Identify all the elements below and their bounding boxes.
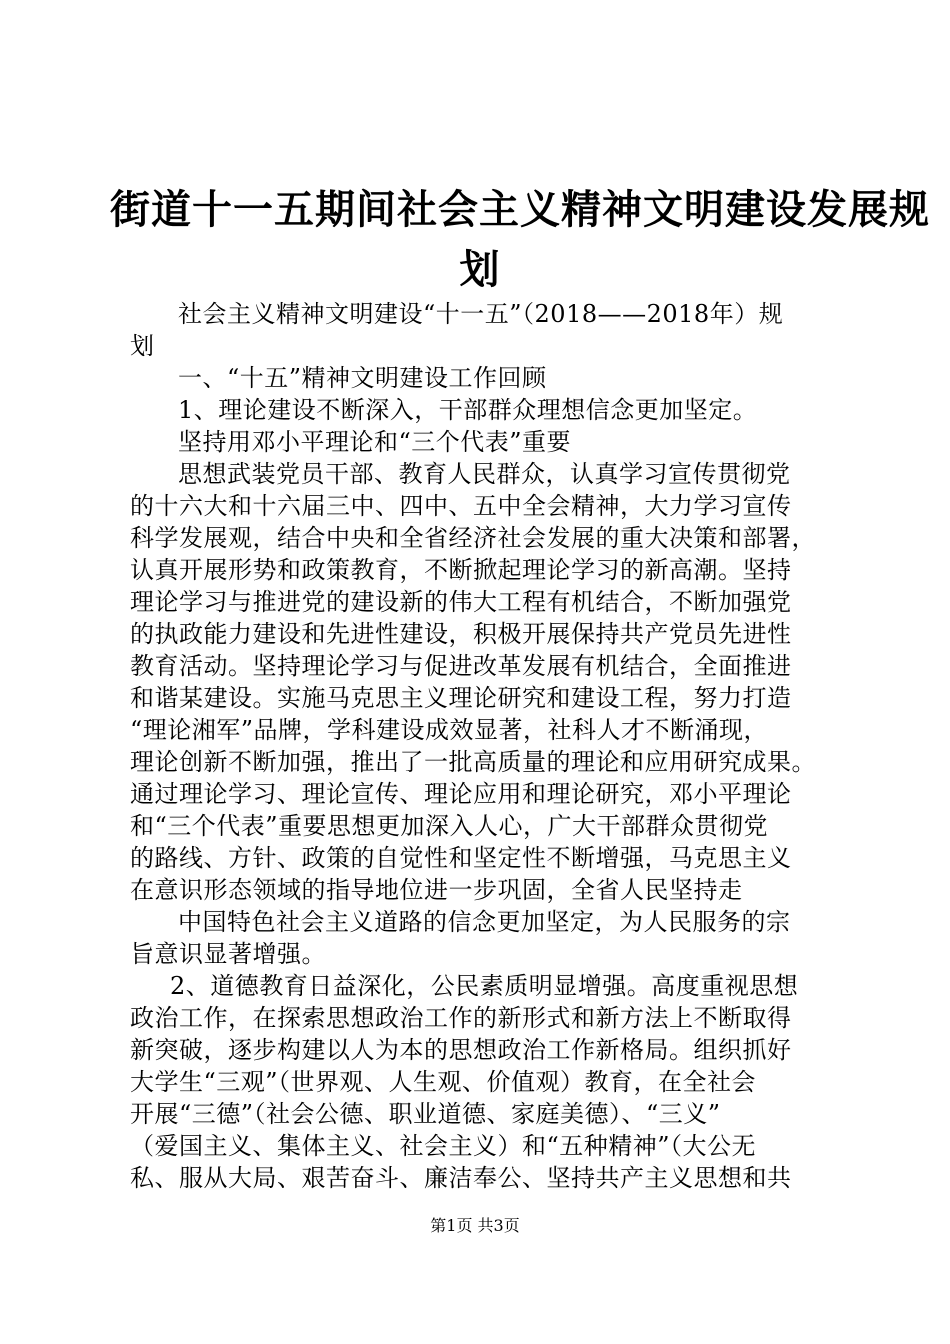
body-line: 坚持用邓小平理论和“三个代表”重要 — [178, 428, 572, 456]
body-line: 划 — [130, 332, 155, 360]
body-line: 在意识形态领域的指导地位进一步巩固，全省人民坚持走 — [130, 876, 743, 904]
body-line: 和谐某建设。实施马克思主义理论研究和建设工程，努力打造 — [130, 684, 792, 712]
section-heading: 一、“十五”精神文明建设工作回顾 — [178, 364, 547, 392]
body-line: 中国特色社会主义道路的信念更加坚定，为人民服务的宗 — [178, 908, 791, 936]
body-line: 大学生“三观”（世界观、人生观、价值观）教育，在全社会 — [130, 1068, 757, 1096]
body-line: 社会主义精神文明建设“十一五”（2018——2018年）规 — [178, 300, 784, 328]
body-line: 理论创新不断加强，推出了一批高质量的理论和应用研究成果。 — [130, 748, 816, 776]
body-line: 私、服从大局、艰苦奋斗、廉洁奉公、坚持共产主义思想和共 — [130, 1164, 792, 1192]
page-footer: 第1页 共3页 — [430, 1216, 520, 1235]
body-line: 的十六大和十六届三中、四中、五中全会精神，大力学习宣传 — [130, 492, 792, 520]
body-line: 的执政能力建设和先进性建设，积极开展保持共产党员先进性 — [130, 620, 792, 648]
body-line: 开展“三德”（社会公德、职业道德、家庭美德）、“三义” — [130, 1100, 721, 1128]
body-line: 理论学习与推进党的建设新的伟大工程有机结合，不断加强党 — [130, 588, 792, 616]
body-line: 和“三个代表”重要思想更加深入人心，广大干部群众贯彻党 — [130, 812, 769, 840]
body-line: 科学发展观，结合中央和全省经济社会发展的重大决策和部署， — [130, 524, 816, 552]
subsection-heading: 2、道德教育日益深化，公民素质明显增强。高度重视思想 — [170, 972, 799, 1000]
body-line: 教育活动。坚持理论学习与促进改革发展有机结合，全面推进 — [130, 652, 792, 680]
body-line: 政治工作，在探索思想政治工作的新形式和新方法上不断取得 — [130, 1004, 792, 1032]
body-line: 旨意识显著增强。 — [130, 940, 326, 968]
body-line: （爱国主义、集体主义、社会主义）和“五种精神”（大公无 — [130, 1132, 757, 1160]
body-line: 认真开展形势和政策教育，不断掀起理论学习的新高潮。坚持 — [130, 556, 792, 584]
document-title-line-1: 街道十一五期间社会主义精神文明建设发展规 — [110, 186, 930, 233]
body-line: 通过理论学习、理论宣传、理论应用和理论研究，邓小平理论 — [130, 780, 792, 808]
body-line: 新突破，逐步构建以人为本的思想政治工作新格局。组织抓好 — [130, 1036, 792, 1064]
body-line: 思想武装党员干部、教育人民群众，认真学习宣传贯彻党 — [178, 460, 791, 488]
body-line: “理论湘军”品牌，学科建设成效显著，社科人才不断涌现， — [130, 716, 769, 744]
document-title-line-2: 划 — [459, 246, 501, 293]
subsection-heading: 1、理论建设不断深入，干部群众理想信念更加坚定。 — [178, 396, 758, 424]
body-line: 的路线、方针、政策的自觉性和坚定性不断增强，马克思主义 — [130, 844, 792, 872]
